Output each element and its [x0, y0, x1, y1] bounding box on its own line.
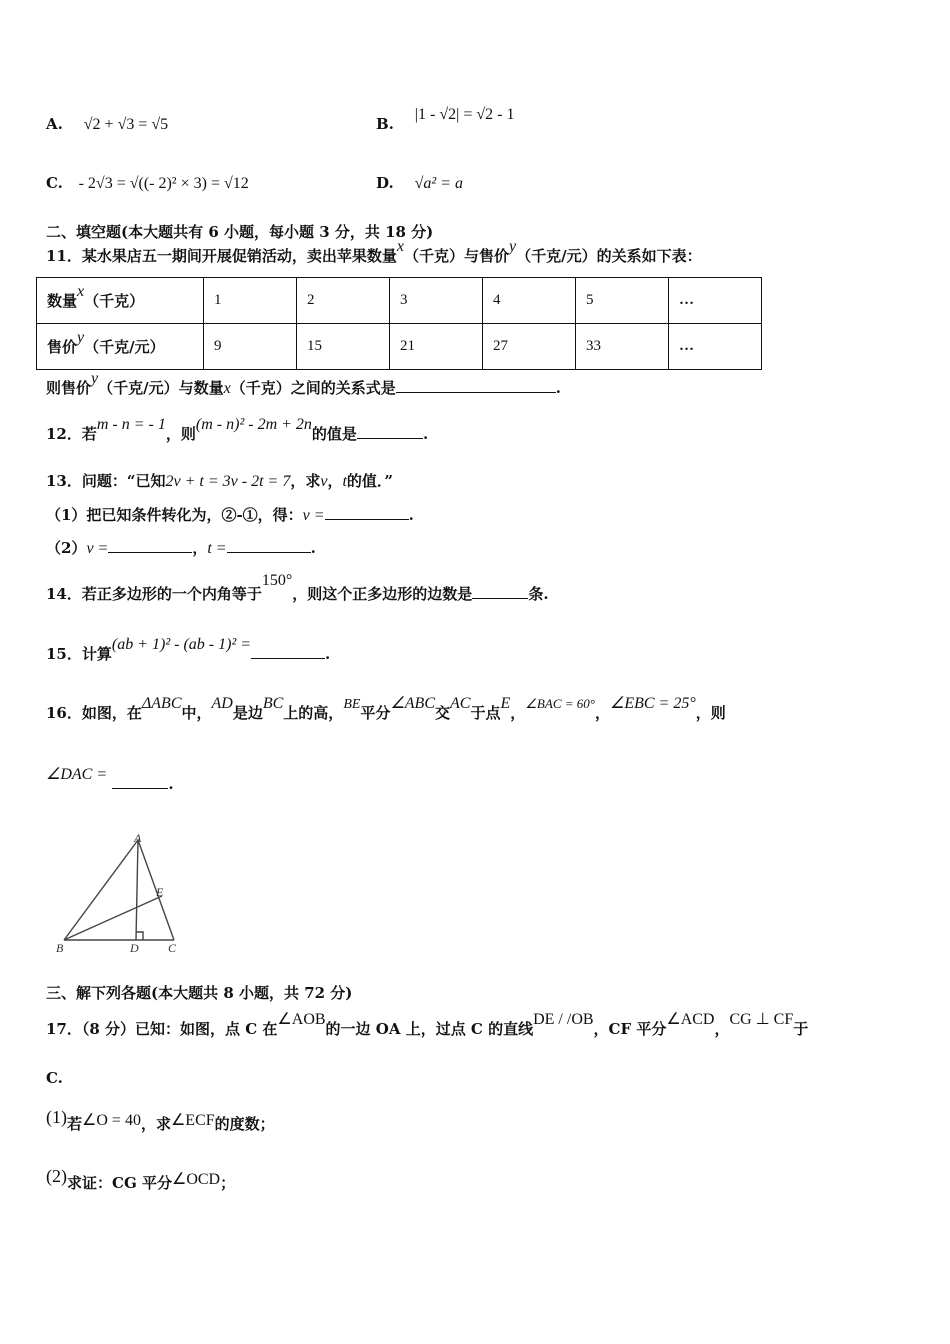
- q11-y: y: [509, 238, 517, 255]
- q13-sub1-var: v =: [302, 507, 325, 524]
- row1-unit: （千克）: [84, 292, 145, 310]
- q13-sub1-prefix: （1）把已知条件转化为，②-①，得：: [46, 506, 303, 524]
- q17-de: DE / /OB: [533, 1011, 594, 1028]
- q13-cond: 2v + t = 3v - 2t = 7: [165, 473, 291, 490]
- q11-table: [36, 277, 762, 370]
- label-d: D: [130, 941, 139, 955]
- q16-ask: [46, 764, 174, 793]
- q17-s1-cond: ∠O = 40: [82, 1112, 141, 1129]
- q13-sub2-t: t =: [207, 540, 227, 557]
- option-d-label: D.: [376, 174, 394, 192]
- q17-acd: ∠ACD: [666, 1011, 715, 1028]
- q16-ad: AD: [211, 695, 233, 712]
- q13-sub1: [46, 504, 414, 525]
- q16-p4: 上的高，: [283, 704, 344, 722]
- q13-v: v: [320, 473, 328, 490]
- q13: [46, 470, 393, 491]
- q13-sub2-end: .: [310, 539, 316, 557]
- q16-p10: ，则: [695, 704, 726, 722]
- q15: [46, 636, 331, 664]
- q17-p3: ，CF 平分: [593, 1020, 667, 1038]
- q14-answer-blank[interactable]: [472, 584, 528, 599]
- q11-x: x: [396, 238, 404, 255]
- q13-sep: ，: [327, 472, 343, 490]
- q11-end: .: [555, 379, 561, 397]
- right-angle-mark: [136, 932, 143, 940]
- segment-ab: [64, 840, 138, 940]
- q17-line2: C.: [46, 1069, 63, 1087]
- q16-p9: ，: [594, 704, 610, 722]
- option-b-label: B.: [376, 115, 394, 133]
- q16-p2: 中，: [181, 704, 212, 722]
- option-a-label: A.: [46, 115, 63, 133]
- option-a: [46, 115, 168, 134]
- table-cell: 15: [297, 324, 390, 370]
- q13-sub2-blank-v[interactable]: [108, 538, 192, 553]
- q12: [46, 416, 429, 444]
- label-e: E: [156, 885, 164, 899]
- q13-sub2-sep: ，: [192, 539, 208, 557]
- q16: [46, 695, 726, 723]
- table-cell: 33: [576, 324, 669, 370]
- q11-stem: [46, 238, 702, 266]
- q16-e: E: [500, 695, 511, 712]
- q12-mid: ，则: [165, 425, 196, 443]
- option-b-expr: |1 - √2| = √2 - 1: [414, 106, 515, 123]
- q11-ask: [46, 370, 561, 398]
- table-cell: …: [669, 324, 762, 370]
- q11-after-c: （千克）之间的关系式是: [230, 379, 396, 397]
- q17-s2-num: (2): [46, 1166, 67, 1186]
- q16-tri: ΔABC: [141, 695, 182, 712]
- q15-expr: (ab + 1)² - (ab - 1)² =: [111, 636, 252, 653]
- q16-p7: 于点: [470, 704, 501, 722]
- q16-be: BE: [343, 697, 361, 712]
- q17-s1-num: (1): [46, 1107, 67, 1127]
- q14-prefix: 14．若正多边形的一个内角等于: [46, 585, 262, 603]
- q17-s1-a: 若: [67, 1115, 83, 1133]
- q13-sub2-blank-t[interactable]: [227, 538, 311, 553]
- q17-p4: ，: [714, 1020, 730, 1038]
- row1-var: x: [77, 283, 85, 300]
- triangle-figure: [50, 828, 190, 958]
- q11-mid: （千克）与售价: [404, 247, 510, 265]
- q12-prefix: 12．若: [46, 425, 97, 443]
- q11-after-b: （千克/元）与数量: [98, 379, 224, 397]
- row2-label: 售价: [47, 338, 78, 356]
- q16-p5: 平分: [360, 704, 391, 722]
- q13-sub1-blank[interactable]: [325, 505, 409, 520]
- q13-sub2-v: v =: [86, 540, 109, 557]
- row2-var: y: [77, 329, 85, 346]
- q14: [46, 572, 549, 604]
- q16-ebc: ∠EBC = 25°: [609, 695, 696, 712]
- q12-expr: (m - n)² - 2m + 2n: [195, 416, 312, 433]
- table-cell: 27: [483, 324, 576, 370]
- q12-end: .: [422, 425, 429, 443]
- table-row: [37, 324, 762, 370]
- table-cell: 4: [483, 278, 576, 324]
- q17-s1-ecf: ∠ECF: [170, 1112, 215, 1129]
- q17-p5: 于: [793, 1020, 809, 1038]
- q12-suffix: 的值是: [311, 425, 357, 443]
- section3-title: 三、解下列各题(本大题共 8 小题，共 72 分): [46, 984, 353, 1002]
- q17-cg: CG ⊥ CF: [729, 1011, 794, 1028]
- q17-p1: 17．（8 分）已知：如图，点 C 在: [46, 1020, 278, 1038]
- section2-title: 二、填空题(本大题共有 6 小题，每小题 3 分，共 18 分): [46, 223, 434, 241]
- q13-suffix: 的值．”: [346, 472, 394, 490]
- q17-s1-b: ，求: [140, 1115, 171, 1133]
- q13-prefix: 13．问题：“已知: [46, 472, 166, 490]
- q16-p6: 交: [435, 704, 451, 722]
- option-c-label: C.: [46, 174, 63, 192]
- q16-p1: 16．如图，在: [46, 704, 142, 722]
- table-cell: 9: [204, 324, 297, 370]
- table-cell: 2: [297, 278, 390, 324]
- q16-bc: BC: [262, 695, 284, 712]
- q12-cond: m - n = - 1: [96, 416, 166, 433]
- segment-ad: [136, 840, 138, 940]
- label-a: A: [134, 831, 142, 845]
- row2-unit: （千克/元）: [84, 338, 165, 356]
- q14-end: 条.: [528, 585, 549, 603]
- q16-p3: 是边: [232, 704, 263, 722]
- q15-prefix: 15．计算: [46, 645, 112, 663]
- table-cell: …: [669, 278, 762, 324]
- q12-answer-blank[interactable]: [357, 424, 423, 439]
- table-cell: 1: [204, 278, 297, 324]
- q11-after-y: y: [91, 370, 99, 387]
- q13-sub2: [46, 537, 316, 558]
- label-b: B: [56, 941, 64, 955]
- option-d-expr: √a² = a: [414, 175, 463, 192]
- q14-angle: 150°: [261, 572, 293, 589]
- q17-s1-c: 的度数；: [214, 1115, 275, 1133]
- q13-sub1-end: .: [408, 506, 414, 524]
- segment-be: [64, 896, 162, 940]
- q17-p2: 的一边 OA 上，过点 C 的直线: [325, 1020, 534, 1038]
- q17-sub1: [46, 1107, 275, 1134]
- table-cell: 5: [576, 278, 669, 324]
- q16-bac: ∠BAC = 60°: [525, 696, 595, 711]
- q17-s2-a: 求证：CG 平分: [67, 1174, 172, 1192]
- table-row1-header: [37, 278, 204, 324]
- q14-suffix: ，则这个正多边形的边数是: [292, 585, 473, 603]
- q13-mid: ，求: [290, 472, 321, 490]
- option-c-expr: - 2√3 = √((- 2)² × 3) = √12: [78, 175, 249, 192]
- q13-sub2-prefix: （2）: [46, 539, 87, 557]
- option-a-expr: √2 + √3 = √5: [83, 116, 169, 133]
- q16-abc: ∠ABC: [390, 695, 435, 712]
- q16-end: .: [168, 775, 174, 793]
- row1-label: 数量: [47, 292, 78, 310]
- q11-after-x: x: [223, 380, 231, 397]
- q11-prefix: 11．某水果店五一期间开展促销活动，卖出苹果数量: [46, 247, 397, 265]
- q16-ac: AC: [450, 695, 471, 712]
- q15-answer-blank[interactable]: [251, 644, 325, 659]
- q17-sub2: [46, 1166, 236, 1193]
- table-cell: 3: [390, 278, 483, 324]
- q16-dac: ∠DAC =: [46, 766, 108, 783]
- q17-s2-b: ；: [220, 1174, 236, 1192]
- table-row2-header: [37, 324, 204, 370]
- q11-suffix: （千克/元）的关系如下表：: [516, 247, 702, 265]
- q17-aob: ∠AOB: [277, 1011, 326, 1028]
- table-row: [37, 278, 762, 324]
- label-c: C: [168, 941, 177, 955]
- option-d: [376, 174, 463, 193]
- table-cell: 21: [390, 324, 483, 370]
- q17: [46, 1011, 809, 1039]
- q16-answer-blank[interactable]: [112, 774, 168, 789]
- q11-answer-blank[interactable]: [396, 378, 556, 393]
- q16-p8: ，: [510, 704, 526, 722]
- q17-s2-ocd: ∠OCD: [171, 1171, 221, 1188]
- option-c: [46, 174, 249, 193]
- q11-after-a: 则售价: [46, 379, 92, 397]
- q15-end: .: [325, 645, 331, 663]
- option-b: [376, 106, 515, 134]
- q13-t: t: [342, 473, 347, 490]
